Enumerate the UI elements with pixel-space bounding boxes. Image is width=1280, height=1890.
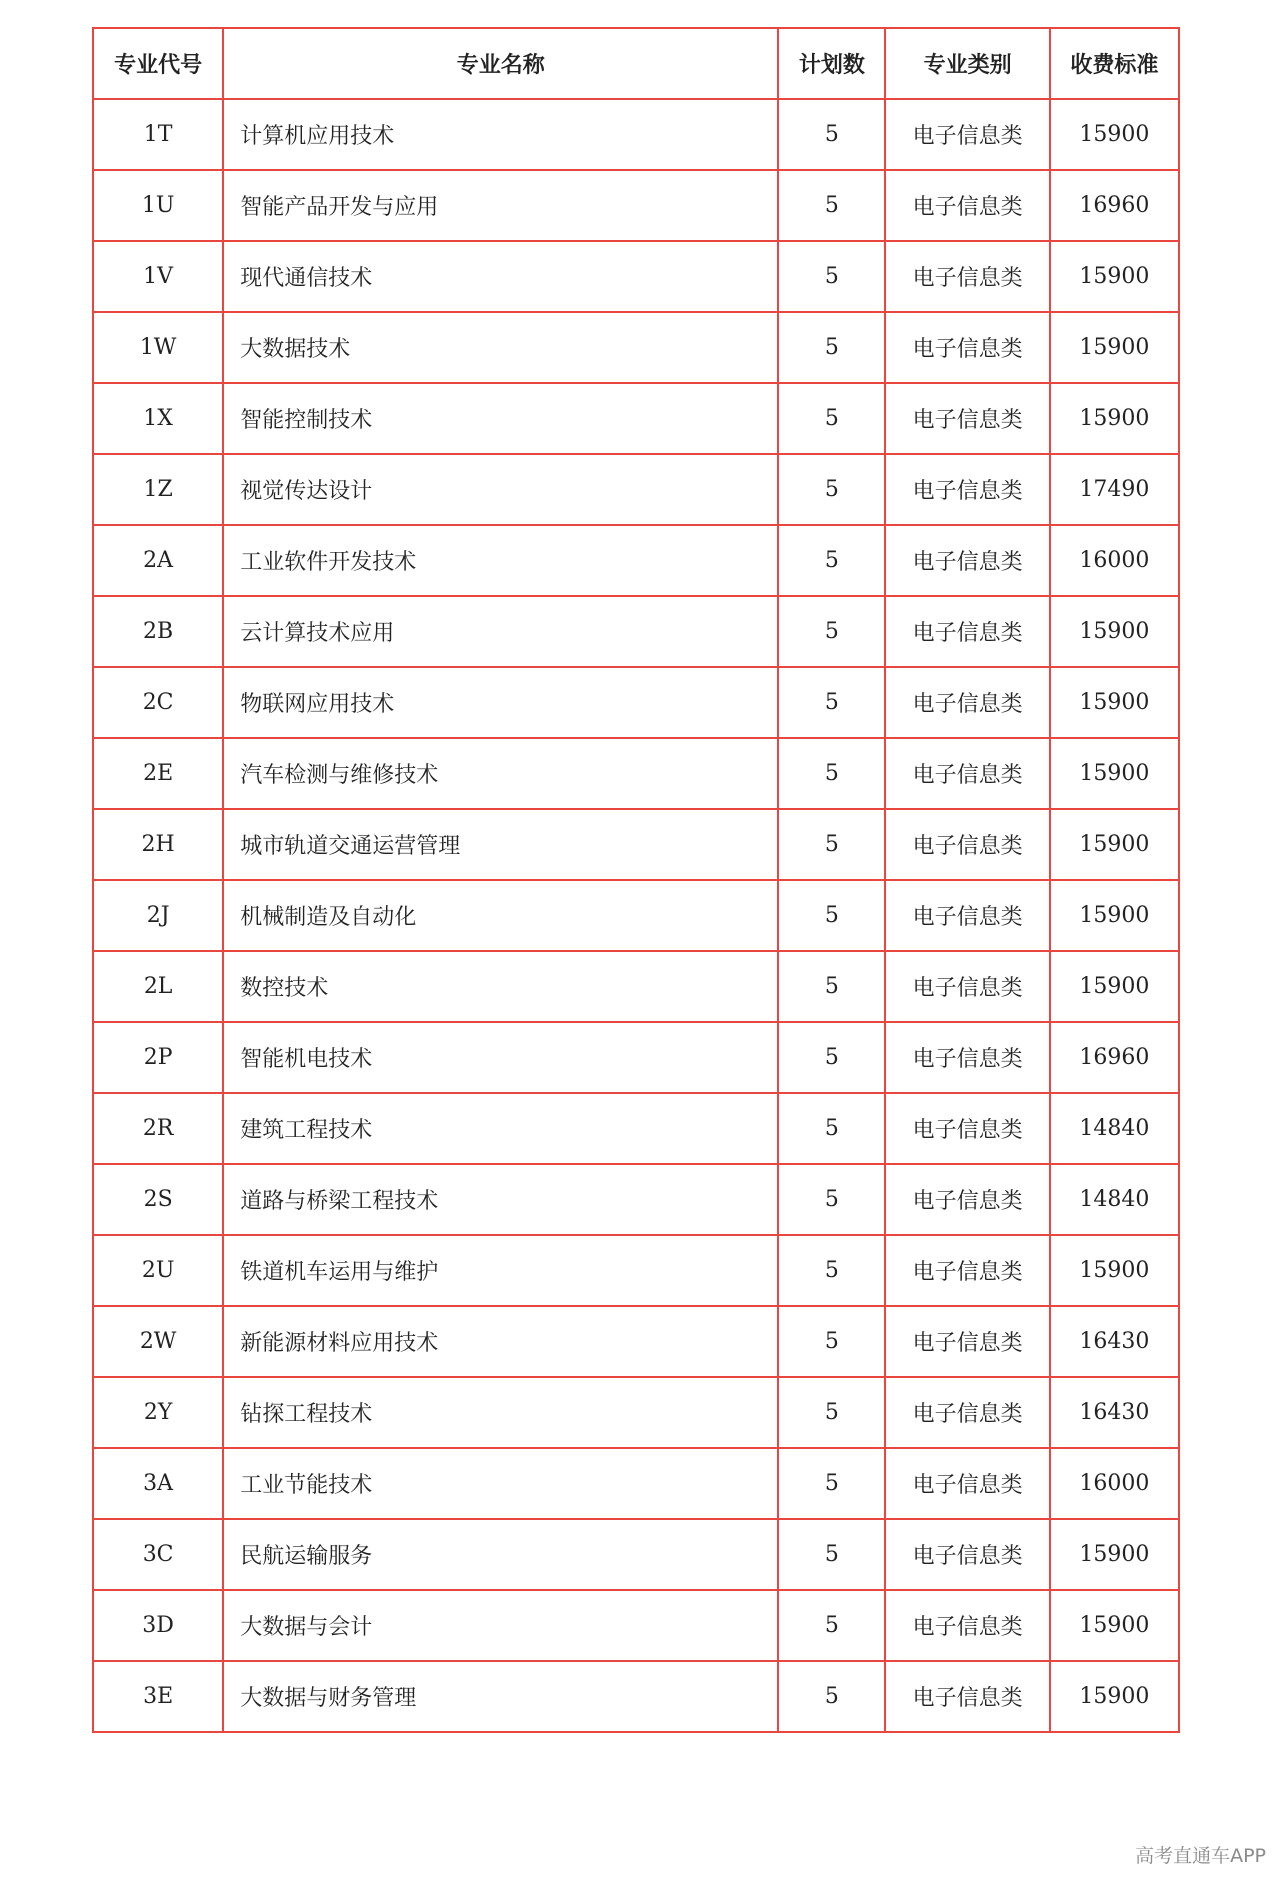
- cell-plan-count: 5: [778, 1590, 885, 1661]
- cell-major-name: 铁道机车运用与维护: [223, 1235, 778, 1306]
- table-row: [93, 525, 1179, 596]
- cell-plan-count: 5: [778, 383, 885, 454]
- table-row: [93, 596, 1179, 667]
- cell-fee-standard: 16960: [1050, 1022, 1179, 1093]
- cell-major-code: 2Y: [93, 1377, 223, 1448]
- cell-major-name: 智能控制技术: [223, 383, 778, 454]
- header-fee-standard: 收费标准: [1050, 28, 1179, 99]
- cell-fee-standard: 15900: [1050, 809, 1179, 880]
- cell-major-code: 2P: [93, 1022, 223, 1093]
- table-row: [93, 1448, 1179, 1519]
- cell-major-name: 物联网应用技术: [223, 667, 778, 738]
- table-row: [93, 880, 1179, 951]
- cell-plan-count: 5: [778, 880, 885, 951]
- cell-fee-standard: 15900: [1050, 1661, 1179, 1732]
- cell-major-code: 2L: [93, 951, 223, 1022]
- cell-major-category: 电子信息类: [885, 1377, 1049, 1448]
- cell-major-code: 2W: [93, 1306, 223, 1377]
- cell-major-category: 电子信息类: [885, 809, 1049, 880]
- table-row: [93, 1519, 1179, 1590]
- cell-plan-count: 5: [778, 1448, 885, 1519]
- cell-major-category: 电子信息类: [885, 1235, 1049, 1306]
- cell-major-code: 1T: [93, 99, 223, 170]
- cell-fee-standard: 15900: [1050, 951, 1179, 1022]
- cell-major-code: 1X: [93, 383, 223, 454]
- cell-plan-count: 5: [778, 454, 885, 525]
- table-row: [93, 1306, 1179, 1377]
- table-row: [93, 241, 1179, 312]
- cell-major-category: 电子信息类: [885, 1306, 1049, 1377]
- cell-fee-standard: 16000: [1050, 1448, 1179, 1519]
- header-plan-count: 计划数: [778, 28, 885, 99]
- cell-major-code: 2R: [93, 1093, 223, 1164]
- table-row: [93, 99, 1179, 170]
- header-major-name: 专业名称: [223, 28, 778, 99]
- cell-fee-standard: 15900: [1050, 383, 1179, 454]
- cell-major-name: 智能机电技术: [223, 1022, 778, 1093]
- cell-fee-standard: 15900: [1050, 1519, 1179, 1590]
- cell-major-category: 电子信息类: [885, 880, 1049, 951]
- cell-fee-standard: 15900: [1050, 880, 1179, 951]
- table-row: [93, 454, 1179, 525]
- cell-major-code: 2C: [93, 667, 223, 738]
- table-row: [93, 312, 1179, 383]
- cell-major-name: 智能产品开发与应用: [223, 170, 778, 241]
- header-row: [93, 28, 1179, 99]
- cell-major-category: 电子信息类: [885, 99, 1049, 170]
- cell-major-code: 2J: [93, 880, 223, 951]
- cell-major-name: 大数据与财务管理: [223, 1661, 778, 1732]
- cell-major-category: 电子信息类: [885, 383, 1049, 454]
- cell-fee-standard: 16960: [1050, 170, 1179, 241]
- cell-plan-count: 5: [778, 1306, 885, 1377]
- cell-major-category: 电子信息类: [885, 1448, 1049, 1519]
- table-row: [93, 170, 1179, 241]
- cell-plan-count: 5: [778, 170, 885, 241]
- table-row: [93, 738, 1179, 809]
- cell-plan-count: 5: [778, 99, 885, 170]
- cell-major-code: 1Z: [93, 454, 223, 525]
- header-major-category: 专业类别: [885, 28, 1049, 99]
- cell-plan-count: 5: [778, 1022, 885, 1093]
- cell-fee-standard: 15900: [1050, 1590, 1179, 1661]
- cell-fee-standard: 16430: [1050, 1377, 1179, 1448]
- table-row: [93, 951, 1179, 1022]
- table-row: [93, 1590, 1179, 1661]
- cell-plan-count: 5: [778, 312, 885, 383]
- cell-major-category: 电子信息类: [885, 596, 1049, 667]
- cell-major-name: 工业节能技术: [223, 1448, 778, 1519]
- cell-major-category: 电子信息类: [885, 667, 1049, 738]
- table-row: [93, 1661, 1179, 1732]
- cell-major-code: 1W: [93, 312, 223, 383]
- cell-major-name: 城市轨道交通运营管理: [223, 809, 778, 880]
- cell-fee-standard: 16000: [1050, 525, 1179, 596]
- cell-major-name: 钻探工程技术: [223, 1377, 778, 1448]
- cell-fee-standard: 14840: [1050, 1093, 1179, 1164]
- cell-major-name: 大数据与会计: [223, 1590, 778, 1661]
- header-major-code: 专业代号: [93, 28, 223, 99]
- cell-major-category: 电子信息类: [885, 738, 1049, 809]
- table-header: [93, 28, 1179, 99]
- cell-major-code: 1V: [93, 241, 223, 312]
- cell-fee-standard: 15900: [1050, 99, 1179, 170]
- cell-major-category: 电子信息类: [885, 170, 1049, 241]
- cell-major-category: 电子信息类: [885, 454, 1049, 525]
- cell-fee-standard: 15900: [1050, 596, 1179, 667]
- cell-fee-standard: 16430: [1050, 1306, 1179, 1377]
- cell-major-code: 2E: [93, 738, 223, 809]
- cell-fee-standard: 15900: [1050, 667, 1179, 738]
- cell-plan-count: 5: [778, 1235, 885, 1306]
- cell-major-code: 2B: [93, 596, 223, 667]
- cell-fee-standard: 14840: [1050, 1164, 1179, 1235]
- cell-major-category: 电子信息类: [885, 1519, 1049, 1590]
- table-row: [93, 667, 1179, 738]
- table-row: [93, 1164, 1179, 1235]
- cell-major-code: 2U: [93, 1235, 223, 1306]
- cell-major-name: 机械制造及自动化: [223, 880, 778, 951]
- cell-plan-count: 5: [778, 1661, 885, 1732]
- cell-major-code: 3E: [93, 1661, 223, 1732]
- cell-major-name: 建筑工程技术: [223, 1093, 778, 1164]
- watermark-text: 高考直通车APP: [1135, 1845, 1266, 1867]
- cell-major-name: 汽车检测与维修技术: [223, 738, 778, 809]
- cell-major-code: 2S: [93, 1164, 223, 1235]
- table-row: [93, 1377, 1179, 1448]
- cell-major-name: 道路与桥梁工程技术: [223, 1164, 778, 1235]
- cell-fee-standard: 15900: [1050, 1235, 1179, 1306]
- cell-major-name: 大数据技术: [223, 312, 778, 383]
- cell-plan-count: 5: [778, 738, 885, 809]
- cell-plan-count: 5: [778, 241, 885, 312]
- cell-major-category: 电子信息类: [885, 525, 1049, 596]
- cell-plan-count: 5: [778, 1519, 885, 1590]
- table-row: [93, 1235, 1179, 1306]
- cell-plan-count: 5: [778, 809, 885, 880]
- table-row: [93, 383, 1179, 454]
- cell-major-name: 民航运输服务: [223, 1519, 778, 1590]
- cell-fee-standard: 15900: [1050, 241, 1179, 312]
- cell-plan-count: 5: [778, 1164, 885, 1235]
- cell-major-name: 计算机应用技术: [223, 99, 778, 170]
- cell-major-name: 数控技术: [223, 951, 778, 1022]
- cell-major-category: 电子信息类: [885, 1093, 1049, 1164]
- enrollment-plan-table: [92, 27, 1180, 1733]
- cell-plan-count: 5: [778, 951, 885, 1022]
- table-row: [93, 809, 1179, 880]
- cell-major-name: 云计算技术应用: [223, 596, 778, 667]
- cell-plan-count: 5: [778, 525, 885, 596]
- cell-plan-count: 5: [778, 667, 885, 738]
- cell-plan-count: 5: [778, 596, 885, 667]
- cell-fee-standard: 15900: [1050, 738, 1179, 809]
- cell-major-code: 2H: [93, 809, 223, 880]
- cell-major-category: 电子信息类: [885, 1661, 1049, 1732]
- table-row: [93, 1093, 1179, 1164]
- table-body: [93, 99, 1179, 1732]
- cell-major-name: 现代通信技术: [223, 241, 778, 312]
- cell-major-category: 电子信息类: [885, 1022, 1049, 1093]
- cell-plan-count: 5: [778, 1377, 885, 1448]
- cell-major-code: 1U: [93, 170, 223, 241]
- cell-major-category: 电子信息类: [885, 312, 1049, 383]
- cell-major-code: 3D: [93, 1590, 223, 1661]
- cell-major-name: 新能源材料应用技术: [223, 1306, 778, 1377]
- cell-major-code: 3A: [93, 1448, 223, 1519]
- cell-major-category: 电子信息类: [885, 951, 1049, 1022]
- cell-major-category: 电子信息类: [885, 241, 1049, 312]
- cell-plan-count: 5: [778, 1093, 885, 1164]
- cell-major-name: 视觉传达设计: [223, 454, 778, 525]
- cell-major-category: 电子信息类: [885, 1590, 1049, 1661]
- cell-major-name: 工业软件开发技术: [223, 525, 778, 596]
- cell-fee-standard: 15900: [1050, 312, 1179, 383]
- cell-major-code: 3C: [93, 1519, 223, 1590]
- table-row: [93, 1022, 1179, 1093]
- cell-major-code: 2A: [93, 525, 223, 596]
- cell-major-category: 电子信息类: [885, 1164, 1049, 1235]
- cell-fee-standard: 17490: [1050, 454, 1179, 525]
